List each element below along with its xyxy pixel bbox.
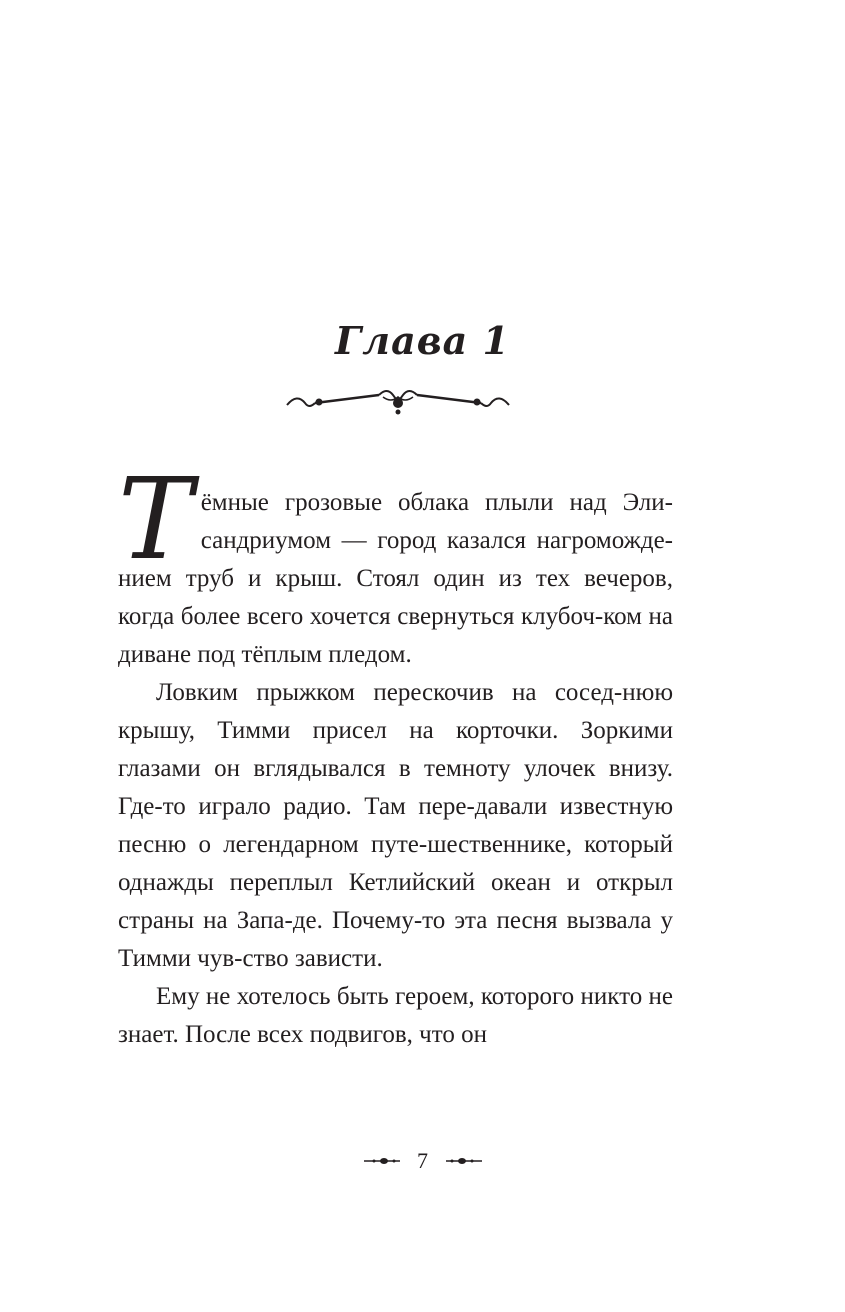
text-line: когда более всего хочется свернуться клубоч- (118, 603, 604, 630)
flourish-ornament-icon (283, 381, 513, 417)
text-line: ёмные грозовые облака плыли над Эли- (200, 489, 673, 516)
text-line: Зоркими глазами он вглядывался в темноту (118, 717, 673, 782)
text-line: ком на диване под тёплым пледом. (118, 603, 674, 668)
text-line: нюю крышу, Тимми присел на корточки. (118, 679, 673, 744)
text-line: давали известную песню о легендарном путе- (118, 793, 674, 858)
right-ornament-icon (446, 1155, 482, 1167)
body-text (118, 455, 674, 1054)
text-line: никто не знает. После всех подвигов, что он (118, 983, 674, 1048)
text-line: де. Почему-то эта песня вызвала у Тимми чув- (118, 907, 673, 972)
text-line: ство зависти. (242, 945, 383, 972)
page-footer (0, 1146, 845, 1174)
text-line: Ловким прыжком перескочив на сосед- (156, 679, 623, 706)
drop-cap: Т (118, 455, 193, 585)
text-line: Ему не хотелось быть героем, которого (156, 983, 575, 1010)
text-line: улочек внизу. Где-то играло радио. Там пере- (118, 755, 673, 820)
text-line: сандриумом — город казался нагроможде- (200, 527, 673, 554)
text-line: Кетлийский океан и открыл страны на Запа- (118, 869, 673, 934)
text-line: нием труб и крыш. Стоял один из тех вечеров, (118, 565, 673, 592)
left-ornament-icon (364, 1155, 400, 1167)
paragraph-3 (118, 978, 673, 1054)
page-number: 7 (417, 1147, 428, 1173)
paragraph-1 (118, 455, 674, 674)
text-line: шественнике, который однажды переплыл (118, 831, 673, 896)
chapter-title: Глава 1 (335, 318, 510, 363)
paragraph-2 (118, 674, 673, 978)
